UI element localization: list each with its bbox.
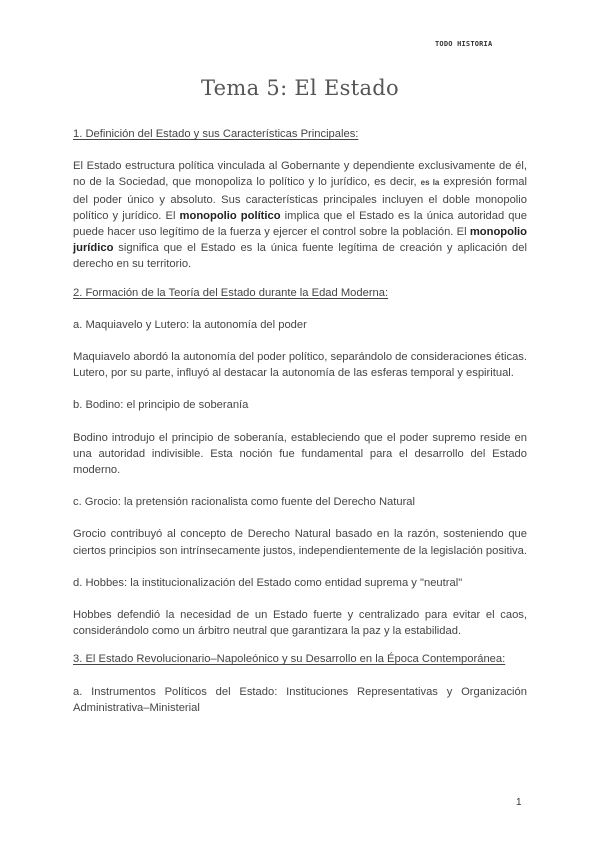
page-title: Tema 5: El Estado [201, 76, 399, 100]
section-1-text-d: significa que el Estado es la única fuente legítima de creación y aplicación del derecho en su territorio. [73, 242, 527, 271]
section-1-text-b: expresión formal del poder único y absoluto. Sus características principales incluyen el doble monopolio político y jurídico. El [73, 176, 528, 222]
section-1-heading: 1. Definición del Estado y sus Características Principales: [73, 128, 359, 140]
page-number: 1 [516, 797, 522, 808]
document-body [73, 126, 527, 716]
section-3-sub-a: a. Instrumentos Políticos del Estado: Instituciones Representativas y Organización Administrativa–Ministerial [73, 685, 527, 714]
section-1-paragraph [73, 158, 527, 272]
subsection-a-title: a. Maquiavelo y Lutero: la autonomía del poder [73, 318, 307, 331]
subsection-b-text: Bodino introdujo el principio de soberanía, estableciendo que el poder supremo reside en una autoridad indivisible. Esta noción fue fundamental para el desarrollo del Estado moderno. [73, 431, 527, 477]
section-1-text-a: El Estado estructura política vinculada al Gobernante y dependiente exclusivamente de él, no de la Sociedad, que monopoliza lo político y lo jurídico, es decir, [73, 160, 527, 189]
header-tag: TODO HISTORIA [435, 40, 493, 48]
subsection-c-title: c. Grocio: la pretensión racionalista como fuente del Derecho Natural [73, 496, 416, 509]
subsection-b-title: b. Bodino: el principio de soberanía [73, 399, 249, 412]
subsection-d-title: d. Hobbes: la institucionalización del Estado como entidad suprema y "neutral" [73, 576, 463, 589]
subsection-a-text: Maquiavelo abordó la autonomía del poder político, separándolo de consideraciones éticas. Lutero, por su parte, influyó al destacar la autonomía de las esferas temporal y espiritual. [73, 351, 528, 380]
bold-political-monopoly: monopolio político [179, 209, 281, 222]
subsection-c-text: Grocio contribuyó al concepto de Derecho Natural basado en la razón, sosteniendo que ciertos principios son intrínsecamente justos, independientemente de la legislación positiva. [73, 528, 527, 557]
section-1-text-c: implica que el Estado es la única autoridad que puede hacer uso legítimo de la fuerza y ejercer el control sobre la población. El [73, 209, 527, 239]
section-3-heading: 3. El Estado Revolucionario–Napoleónico y su Desarrollo en la Época Contemporánea: [73, 653, 506, 666]
bold-legal-monopoly: monopolio jurídico [73, 226, 527, 255]
section-2-heading: 2. Formación de la Teoría del Estado durante la Edad Moderna: [73, 286, 389, 299]
section-1-small-text: es la [420, 178, 440, 188]
subsection-d-text: Hobbes defendió la necesidad de un Estado fuerte y centralizado para evitar el caos, considerándolo como un árbitro neutral que garantizara la paz y la estabilidad. [73, 609, 527, 638]
